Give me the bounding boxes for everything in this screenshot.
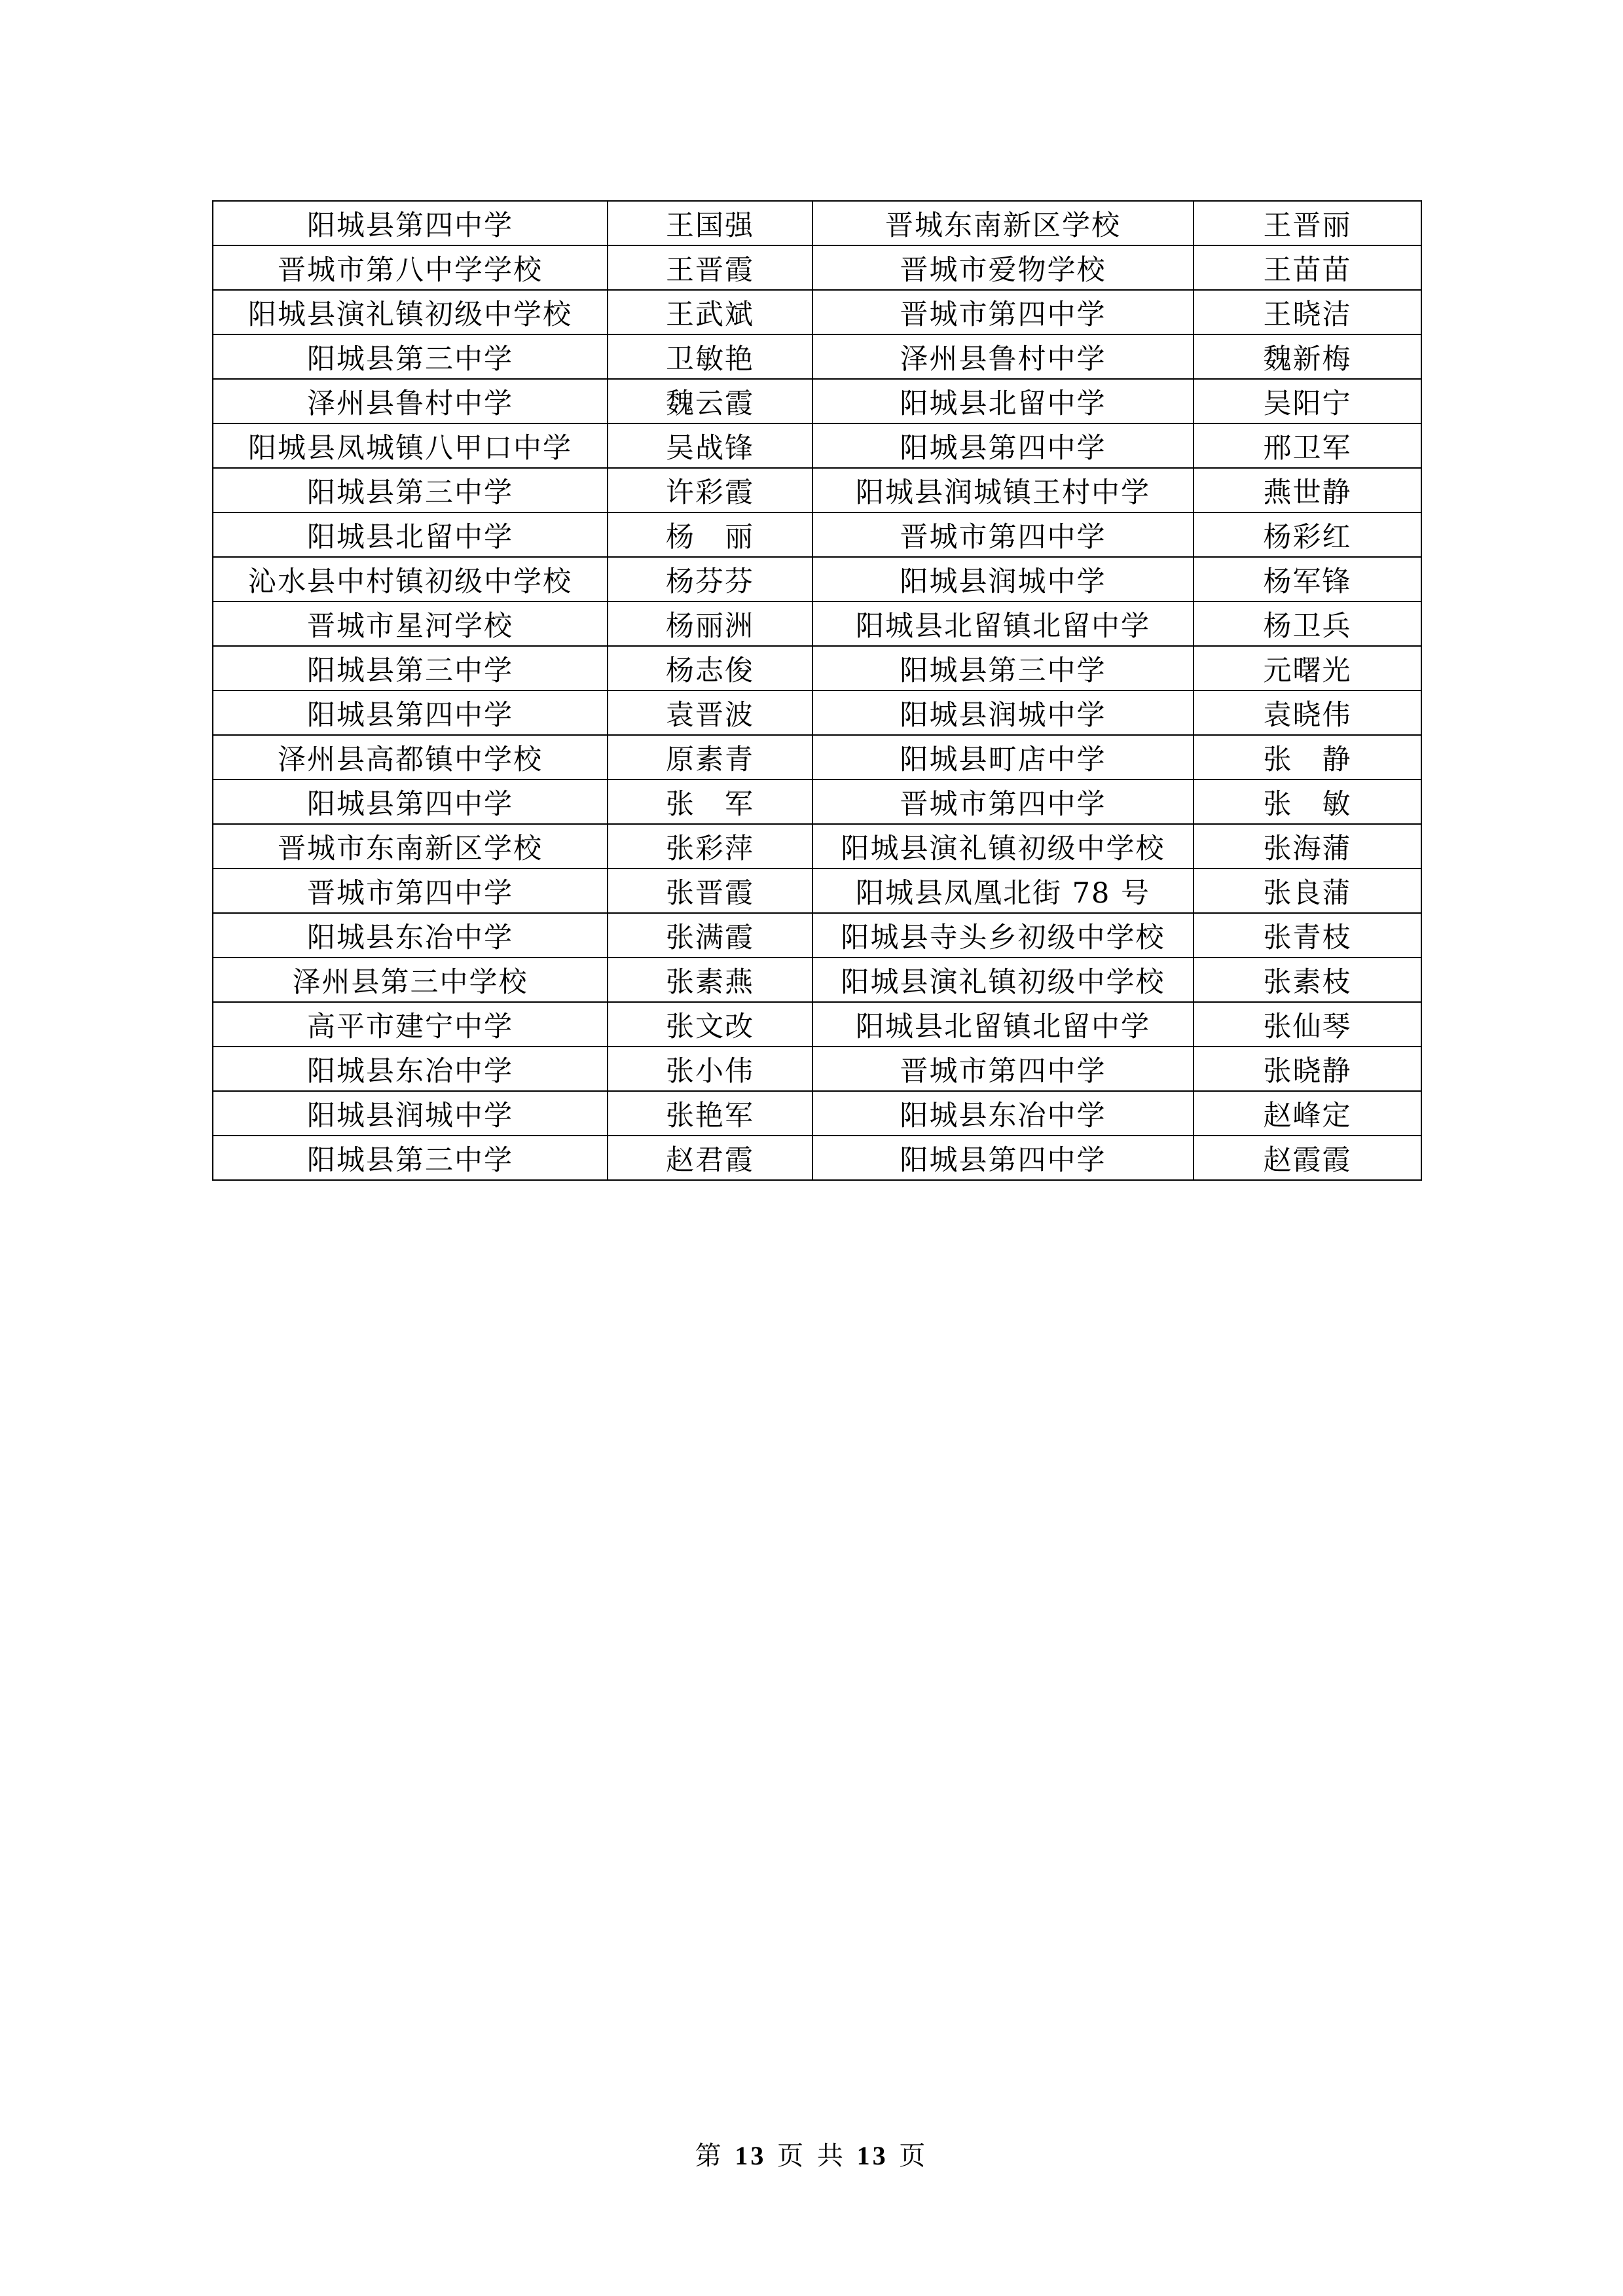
school-cell: 阳城县润城中学 [812,691,1194,735]
school-cell: 晋城市第八中学学校 [213,245,608,290]
footer-middle: 页 共 [777,2141,846,2171]
name-cell: 王晋丽 [1194,201,1421,245]
school-cell: 阳城县寺头乡初级中学校 [812,913,1194,958]
table-row [213,1091,1421,1136]
school-cell: 阳城县第四中学 [812,423,1194,468]
table-row [213,334,1421,379]
name-cell: 张彩萍 [608,824,812,869]
table-row [213,379,1421,423]
name-cell: 张良蒲 [1194,869,1421,913]
table-row [213,468,1421,512]
school-cell: 晋城市爱物学校 [812,245,1194,290]
name-cell: 张 军 [608,780,812,824]
school-cell: 阳城县第三中学 [213,1136,608,1180]
school-cell: 阳城县北留中学 [213,512,608,557]
footer-suffix: 页 [899,2141,928,2171]
table-row [213,1047,1421,1091]
name-cell: 张满霞 [608,913,812,958]
school-cell: 阳城县东冶中学 [213,913,608,958]
school-cell: 晋城市第四中学 [213,869,608,913]
school-cell: 晋城市第四中学 [812,780,1194,824]
current-page-number: 13 [735,2141,767,2170]
school-cell: 阳城县凤凰北街 78 号 [812,869,1194,913]
school-cell: 阳城县润城中学 [213,1091,608,1136]
school-cell: 阳城县北留镇北留中学 [812,1002,1194,1047]
school-cell: 泽州县鲁村中学 [213,379,608,423]
name-cell: 杨芬芬 [608,557,812,601]
school-cell: 晋城市东南新区学校 [213,824,608,869]
table-row [213,290,1421,334]
name-cell: 张晓静 [1194,1047,1421,1091]
total-page-number: 13 [856,2141,888,2170]
school-cell: 晋城市星河学校 [213,601,608,646]
table-row [213,1002,1421,1047]
name-cell: 赵君霞 [608,1136,812,1180]
school-cell: 阳城县第四中学 [213,201,608,245]
school-cell: 阳城县演礼镇初级中学校 [812,824,1194,869]
name-cell: 赵霞霞 [1194,1136,1421,1180]
name-cell: 杨彩红 [1194,512,1421,557]
name-cell: 杨志俊 [608,646,812,691]
footer-prefix: 第 [695,2141,724,2171]
table-row [213,913,1421,958]
school-cell: 高平市建宁中学 [213,1002,608,1047]
table-row [213,245,1421,290]
name-cell: 杨卫兵 [1194,601,1421,646]
name-cell: 袁晓伟 [1194,691,1421,735]
name-cell: 卫敏艳 [608,334,812,379]
school-cell: 阳城县町店中学 [812,735,1194,780]
name-cell: 杨丽洲 [608,601,812,646]
page-footer [0,2135,1623,2172]
table-row [213,201,1421,245]
school-cell: 阳城县第四中学 [213,780,608,824]
school-cell: 泽州县鲁村中学 [812,334,1194,379]
name-cell: 魏新梅 [1194,334,1421,379]
name-cell: 王晋霞 [608,245,812,290]
table-row [213,1136,1421,1180]
table-row [213,691,1421,735]
roster-table [212,200,1422,1181]
name-cell: 张小伟 [608,1047,812,1091]
name-cell: 张艳军 [608,1091,812,1136]
school-cell: 阳城县演礼镇初级中学校 [812,958,1194,1002]
table-row [213,557,1421,601]
school-cell: 阳城县润城中学 [812,557,1194,601]
table-row [213,735,1421,780]
name-cell: 王国强 [608,201,812,245]
table-row [213,824,1421,869]
table-row [213,869,1421,913]
name-cell: 张海蒲 [1194,824,1421,869]
name-cell: 张仙琴 [1194,1002,1421,1047]
name-cell: 魏云霞 [608,379,812,423]
school-cell: 阳城县东冶中学 [812,1091,1194,1136]
table-row [213,780,1421,824]
name-cell: 张素燕 [608,958,812,1002]
school-cell: 泽州县第三中学校 [213,958,608,1002]
table-row [213,423,1421,468]
school-cell: 阳城县第三中学 [812,646,1194,691]
school-cell: 阳城县北留镇北留中学 [812,601,1194,646]
school-cell: 阳城县第三中学 [213,646,608,691]
school-cell: 阳城县第三中学 [213,334,608,379]
name-cell: 赵峰定 [1194,1091,1421,1136]
name-cell: 许彩霞 [608,468,812,512]
table-row [213,601,1421,646]
school-cell: 阳城县第三中学 [213,468,608,512]
school-cell: 阳城县演礼镇初级中学校 [213,290,608,334]
name-cell: 杨军锋 [1194,557,1421,601]
school-cell: 晋城东南新区学校 [812,201,1194,245]
name-cell: 杨 丽 [608,512,812,557]
name-cell: 原素青 [608,735,812,780]
name-cell: 王晓洁 [1194,290,1421,334]
name-cell: 王武斌 [608,290,812,334]
name-cell: 吴阳宁 [1194,379,1421,423]
name-cell: 张 静 [1194,735,1421,780]
school-cell: 泽州县高都镇中学校 [213,735,608,780]
school-cell: 晋城市第四中学 [812,1047,1194,1091]
roster-table-body [213,201,1421,1180]
table-row [213,646,1421,691]
name-cell: 袁晋波 [608,691,812,735]
table-row [213,958,1421,1002]
name-cell: 吴战锋 [608,423,812,468]
school-cell: 阳城县北留中学 [812,379,1194,423]
name-cell: 张素枝 [1194,958,1421,1002]
school-cell: 晋城市第四中学 [812,512,1194,557]
school-cell: 阳城县第四中学 [812,1136,1194,1180]
school-cell: 阳城县东冶中学 [213,1047,608,1091]
name-cell: 张晋霞 [608,869,812,913]
school-cell: 阳城县凤城镇八甲口中学 [213,423,608,468]
name-cell: 张文改 [608,1002,812,1047]
name-cell: 邢卫军 [1194,423,1421,468]
name-cell: 燕世静 [1194,468,1421,512]
school-cell: 阳城县第四中学 [213,691,608,735]
name-cell: 元曙光 [1194,646,1421,691]
school-cell: 沁水县中村镇初级中学校 [213,557,608,601]
name-cell: 张青枝 [1194,913,1421,958]
school-cell: 晋城市第四中学 [812,290,1194,334]
name-cell: 张 敏 [1194,780,1421,824]
table-row [213,512,1421,557]
name-cell: 王苗苗 [1194,245,1421,290]
school-cell: 阳城县润城镇王村中学 [812,468,1194,512]
